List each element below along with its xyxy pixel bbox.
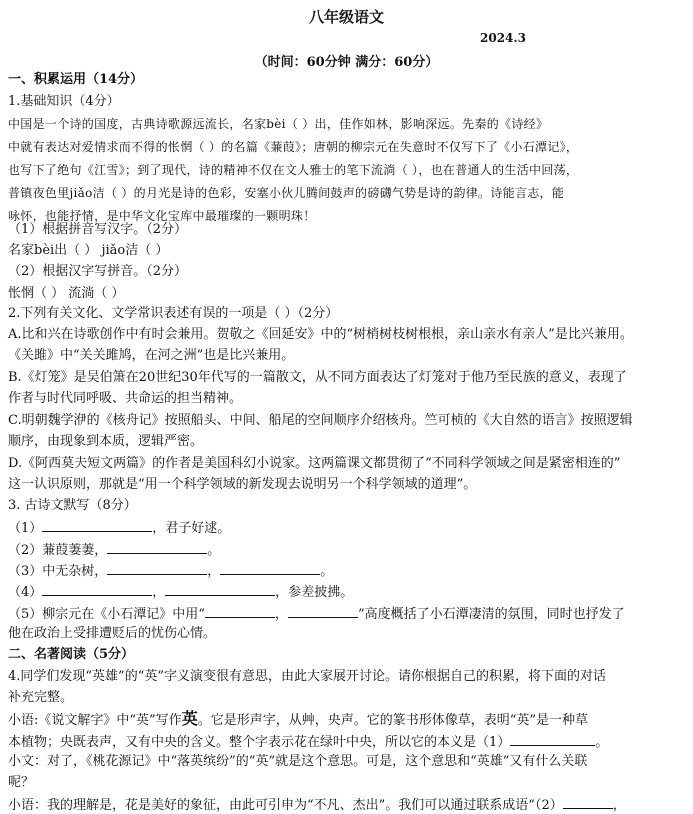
q4-l7-pre: 小语：我的理解是，花是美好的象征，由此可引申为“不凡、杰出”。我们可以通过联系成语“（2） <box>8 798 563 813</box>
q3-line-5-cont: 他在政治上受排遭贬后的忧伤心情。 <box>8 626 217 641</box>
q3-line-4 <box>8 583 353 601</box>
section2-heading: 二、名著阅读（5分） <box>8 647 135 662</box>
exam-date: 2024.3 <box>480 31 526 45</box>
exam-title: 八年级语文 <box>308 8 384 26</box>
q4-line: 补充完整。 <box>8 690 74 705</box>
q3-heading: 3. 古诗文默写（8分） <box>8 498 137 513</box>
passage-line: 咏怀，也能抒情，是中华文化宝库中最璀璨的一颗明珠！ <box>8 209 316 223</box>
answer-blank[interactable] <box>563 796 613 809</box>
q4-l3-pre: 小语:《说文解字》中“英”写作 <box>8 713 182 728</box>
q4-l3-post: 。它是形声字，从艸，央声。它的篆书形体像草，表明“英”是一种草 <box>197 713 588 728</box>
answer-blank[interactable] <box>220 562 320 575</box>
passage-line: 普镇夜色里jiǎo洁（ ）的月光是诗的色彩，安塞小伙儿腾间鼓声的磅礴气势是诗的韵律。诗能言志，能 <box>8 186 565 200</box>
q1-sub2: （2）根据汉字写拼音。（2分） <box>8 264 188 279</box>
answer-blank[interactable] <box>107 562 207 575</box>
q3-line-2 <box>8 541 220 559</box>
q3-line-5 <box>8 605 625 623</box>
q4-l4-post: 。 <box>595 735 609 750</box>
q3-l5-post: ”高度概括了小石潭凄清的氛围，同时也抒发了 <box>357 607 625 622</box>
q2-option-a: A.比和兴在诗歌创作中有时会兼用。贺敬之《回延安》中的“树梢树枝树根根，亲山亲水有亲人”是比兴兼用。 <box>8 327 633 342</box>
section1-heading: 一、积累运用（14分） <box>8 72 144 87</box>
passage-line: 也写下了绝句《江雪》；到了现代，诗的精神不仅在文人雅士的笔下流淌（ ），也在普通人的生活中回荡， <box>8 163 579 177</box>
q1-sub2-items[interactable]: 怅惘（ ） 流淌（ ） <box>8 286 125 301</box>
q1-heading: 1.基础知识（4分） <box>8 94 120 109</box>
q3-line-3 <box>8 562 333 580</box>
q4-line-3 <box>8 711 588 729</box>
q3-l1-pre: （1） <box>8 521 43 536</box>
q2-option-a-cont: 《关雎》中“关关雎鸠，在河之洲”也是比兴兼用。 <box>8 348 295 363</box>
q3-l4-post: ，参差披拂。 <box>275 585 354 600</box>
seal-script-ying-glyph: 英 <box>181 709 198 728</box>
q4-line-4 <box>8 733 608 751</box>
q4-line-7 <box>8 796 626 814</box>
q3-l3-pre: （3）中无杂树， <box>8 564 108 579</box>
q2-option-d-cont: 这一认识原则，那就是“用一个科学领域的新发现去说明另一个科学领域的道理”。 <box>8 477 477 492</box>
q4-l4-pre: 本植物；央既表声，又有中央的含义。整个字表示花在绿叶中央，所以它的本义是（1） <box>8 735 511 750</box>
answer-blank[interactable] <box>42 519 152 532</box>
answer-blank[interactable] <box>510 733 595 746</box>
q4-line: 小文：对了，《桃花源记》中“落英缤纷”的“英”就是这个意思。可是，这个意思和“英雄”又有什么关联 <box>8 754 588 769</box>
q4-l7-post: ， <box>612 798 626 813</box>
q3-l5-pre: （5）柳宗元在《小石潭记》中用“ <box>8 607 205 622</box>
exam-time-score: （时间：60分钟 满分：60分） <box>254 55 439 70</box>
q4-line: 4.同学们发现“英雄”的“英”字义演变很有意思，由此大家展开讨论。请你根据自己的积累，将下面的对话 <box>8 669 606 684</box>
q2-option-c: C.明朝魏学洢的《核舟记》按照船头、中间、船尾的空间顺序介绍核舟。竺可桢的《大自然的语言》按照逻辑 <box>8 413 633 428</box>
q3-l5-mid: ， <box>274 607 288 622</box>
q3-l4-mid: ， <box>152 585 166 600</box>
q1-sub1-items[interactable]: 名家bèi出（ ） jiǎo洁（ ） <box>8 243 169 258</box>
q3-l3-mid: ， <box>207 564 221 579</box>
q3-l1-post: ，君子好逑。 <box>152 521 231 536</box>
q2-heading: 2.下列有关文化、文学常识表述有误的一项是（ ）（2分） <box>8 306 339 321</box>
q2-option-c-cont: 顺序，由现象到本质，逻辑严密。 <box>8 434 204 449</box>
q2-option-d: D.《阿西莫夫短文两篇》的作者是美国科幻小说家。这两篇课文都贯彻了“不同科学领域之间是紧密相连的” <box>8 456 621 471</box>
q4-line: 呢？ <box>8 775 35 790</box>
q2-option-b: B.《灯笼》是吴伯箫在20世纪30年代写的一篇散文，从不同方面表达了灯笼对于他乃至民族的意义，表现了 <box>8 370 627 385</box>
answer-blank[interactable] <box>205 605 275 618</box>
answer-blank[interactable] <box>107 541 207 554</box>
q3-line-1 <box>8 519 230 537</box>
q3-l4-pre: （4） <box>8 585 43 600</box>
answer-blank[interactable] <box>42 583 152 596</box>
q2-option-b-cont: 作者与时代同呼吸、共命运的担当精神。 <box>8 391 243 406</box>
q3-l3-post: 。 <box>320 564 334 579</box>
passage-line: 中国是一个诗的国度，古典诗歌源远流长，名家bèi（ ）出，佳作如林，影响深远。先秦的《诗经》 <box>8 117 549 131</box>
answer-blank[interactable] <box>288 605 358 618</box>
q3-l2-pre: （2）蒹葭萋萋， <box>8 543 108 558</box>
answer-blank[interactable] <box>165 583 275 596</box>
passage-line: 中就有表达对爱情求而不得的怅惘（ ）的名篇《蒹葭》；唐朝的柳宗元在失意时不仅写下了《小石潭记》， <box>8 140 579 154</box>
q3-l2-post: 。 <box>207 543 221 558</box>
q1-sub1: （1）根据拼音写汉字。（2分） <box>8 222 188 237</box>
